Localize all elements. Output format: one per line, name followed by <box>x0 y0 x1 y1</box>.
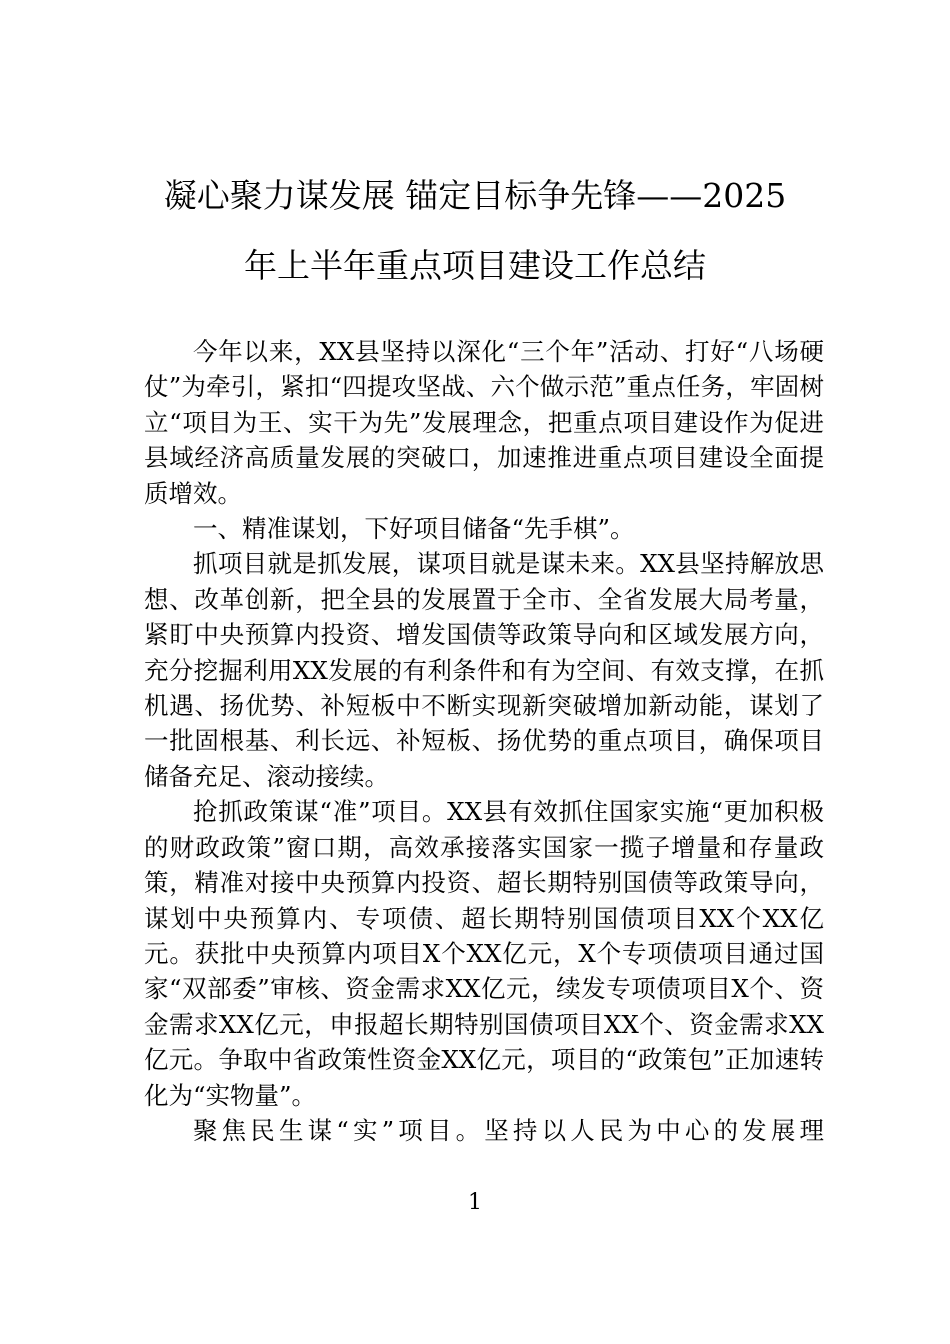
title-line-2: 年上半年重点项目建设工作总结 <box>244 246 706 285</box>
page-number: 1 <box>468 1190 482 1215</box>
paragraph-livelihood: 聚焦民生谋“实”项目。坚持以人民为中心的发展理 <box>193 1115 824 1145</box>
section-heading-1: 一、精准谋划，下好项目储备“先手棋”。 <box>193 514 635 544</box>
paragraph-intro: 今年以来，XX县坚持以深化“三个年”活动、打好“八场硬仗”为牵引，紧扣“四提攻坚战、六个做示范”重点任务，牢固树立“项目为王、实干为先”发展理念，把重点项目建设作为促进县域经济高质量发展的突破口，加速推进重点项目建设全面提质增效。 <box>144 337 824 508</box>
title-line-1: 凝心聚力谋发展 锚定目标争先锋——2025 <box>163 176 787 215</box>
body-text <box>144 334 824 1148</box>
paragraph-policy: 抢抓政策谋“准”项目。XX县有效抓住国家实施“更加积极的财政政策”窗口期，高效承接落实国家一揽子增量和存量政策，精准对接中央预算内投资、超长期特别国债等政策导向，谋划中央预算内、专项债、超长期特别国债项目XX个XX亿元。获批中央预算内项目X个XX亿元，X个专项债项目通过国家“双部委”审核、资金需求XX亿元，续发专项债项目X个、资金需求XX亿元，申报超长期特别国债项目XX个、资金需求XX亿元。争取中省政策性资金XX亿元，项目的“政策包”正加速转化为“实物量”。 <box>144 797 824 1110</box>
paragraph-planning: 抓项目就是抓发展，谋项目就是谋未来。XX县坚持解放思想、改革创新，把全县的发展置于全市、全省发展大局考量，紧盯中央预算内投资、增发国债等政策导向和区域发展方向，充分挖掘利用XX发展的有利条件和有为空间、有效支撑，在抓机遇、扬优势、补短板中不断实现新突破增加新动能，谋划了一批固根基、利长远、补短板、扬优势的重点项目，确保项目储备充足、滚动接续。 <box>144 549 824 791</box>
